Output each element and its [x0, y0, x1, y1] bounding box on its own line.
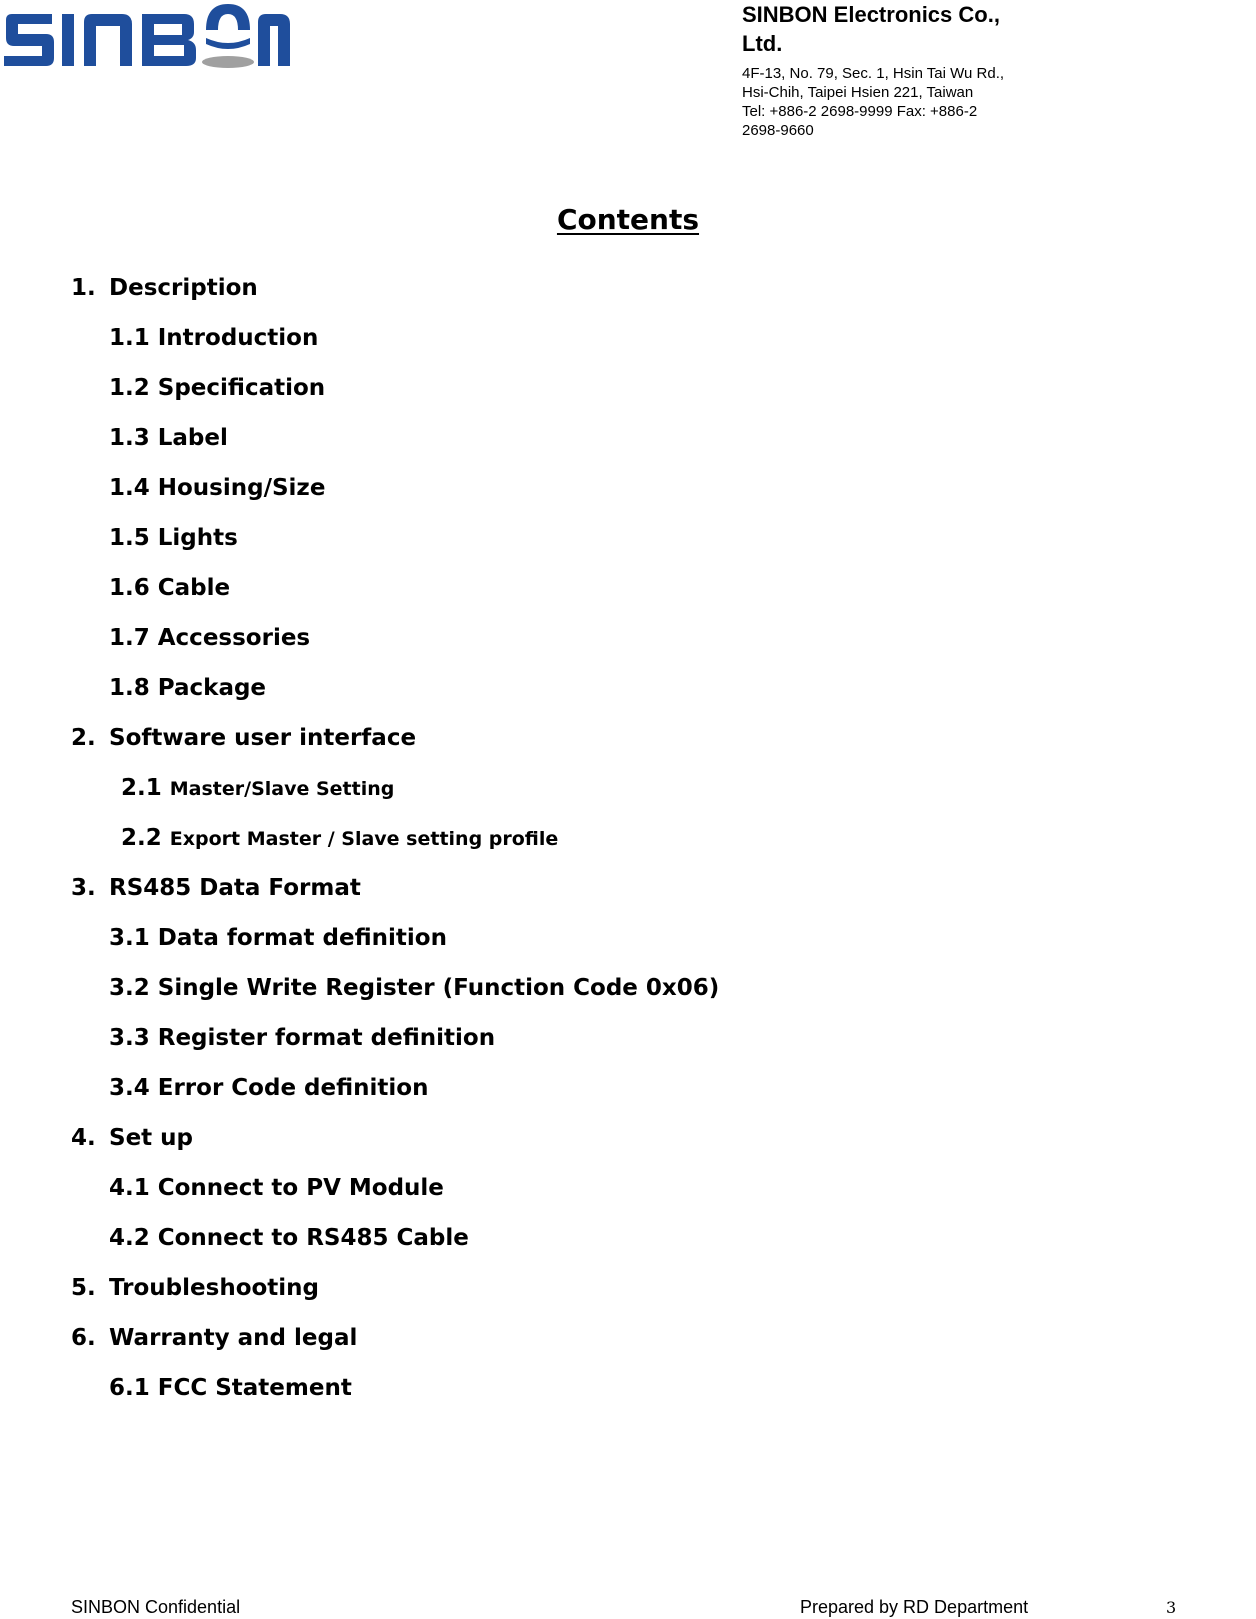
toc-item-3-4[interactable] [0, 1068, 1100, 1118]
toc-label: 3.1 Data format definition [109, 925, 447, 951]
toc-label: 1.7 Accessories [109, 625, 311, 651]
page-title: Contents [556, 203, 700, 236]
toc-item-6-1[interactable] [0, 1368, 1100, 1418]
toc-item-1-3[interactable] [0, 418, 1100, 468]
toc-label: Set up [109, 1125, 194, 1151]
toc-label: 1.2 Specification [109, 375, 326, 401]
toc-number: 1. [71, 275, 96, 301]
toc-label: 6.1 FCC Statement [109, 1375, 352, 1401]
address-line3: Tel: +886-2 2698-9999 Fax: +886-2 [742, 103, 978, 120]
toc-section-5[interactable] [0, 1268, 1100, 1318]
toc-number: 2.1 [121, 775, 162, 801]
toc-section-4[interactable] [0, 1118, 1100, 1168]
toc-item-1-6[interactable] [0, 568, 1100, 618]
toc-label: RS485 Data Format [109, 875, 361, 901]
address-line1: 4F-13, No. 79, Sec. 1, Hsin Tai Wu Rd., [742, 65, 1005, 82]
toc-item-3-1[interactable] [0, 918, 1100, 968]
footer-confidential: SINBON Confidential [71, 1597, 241, 1617]
toc-item-2-1[interactable] [0, 768, 1100, 818]
footer-prepared-by: Prepared by RD Department [800, 1597, 1029, 1617]
toc-label: Description [109, 275, 258, 301]
toc-section-3[interactable] [0, 868, 1100, 918]
toc-label: 1.8 Package [109, 675, 267, 701]
toc-number: 2. [71, 725, 96, 751]
sinbon-logo [0, 0, 300, 80]
company-address [742, 64, 1042, 140]
toc-label: 1.6 Cable [109, 575, 231, 601]
toc-label: Warranty and legal [109, 1325, 358, 1351]
toc-item-4-2[interactable] [0, 1218, 1100, 1268]
toc-item-1-5[interactable] [0, 518, 1100, 568]
toc-item-3-3[interactable] [0, 1018, 1100, 1068]
toc-label: 4.2 Connect to RS485 Cable [109, 1225, 469, 1251]
company-name [742, 0, 1042, 58]
toc-label: Master/Slave Setting [169, 778, 395, 800]
toc-label: 1.1 Introduction [109, 325, 319, 351]
toc-label: 1.4 Housing/Size [109, 475, 326, 501]
toc-item-1-1[interactable] [0, 318, 1100, 368]
toc-label: 3.2 Single Write Register (Function Code 0x06) [109, 975, 720, 1001]
toc-section-6[interactable] [0, 1318, 1100, 1368]
toc-item-4-1[interactable] [0, 1168, 1100, 1218]
toc-label: 1.3 Label [109, 425, 228, 451]
page-number: 3 [1166, 1598, 1177, 1617]
toc-section-1[interactable] [0, 268, 1100, 318]
toc-item-1-2[interactable] [0, 368, 1100, 418]
toc-item-3-2[interactable] [0, 968, 1100, 1018]
toc-label: 3.4 Error Code definition [109, 1075, 429, 1101]
toc-number: 2.2 [121, 825, 162, 851]
company-name-line2: Ltd. [742, 31, 783, 56]
toc-label: 4.1 Connect to PV Module [109, 1175, 444, 1201]
address-line2: Hsi-Chih, Taipei Hsien 221, Taiwan [742, 84, 974, 101]
toc-item-1-7[interactable] [0, 618, 1100, 668]
toc-number: 6. [71, 1325, 96, 1351]
toc-section-2[interactable] [0, 718, 1100, 768]
toc-item-2-2[interactable] [0, 818, 1100, 868]
toc-label: 3.3 Register format definition [109, 1025, 496, 1051]
table-of-contents [0, 268, 1100, 1418]
company-name-line1: SINBON Electronics Co., [742, 2, 1000, 27]
company-info [742, 0, 1042, 139]
toc-number: 5. [71, 1275, 96, 1301]
address-line4: 2698-9660 [742, 122, 814, 139]
toc-label: Software user interface [109, 725, 417, 751]
toc-label: Export Master / Slave setting profile [169, 828, 559, 850]
toc-item-1-8[interactable] [0, 668, 1100, 718]
toc-number: 4. [71, 1125, 96, 1151]
toc-item-1-4[interactable] [0, 468, 1100, 518]
toc-label: 1.5 Lights [109, 525, 238, 551]
toc-label: Troubleshooting [109, 1275, 320, 1301]
toc-number: 3. [71, 875, 96, 901]
